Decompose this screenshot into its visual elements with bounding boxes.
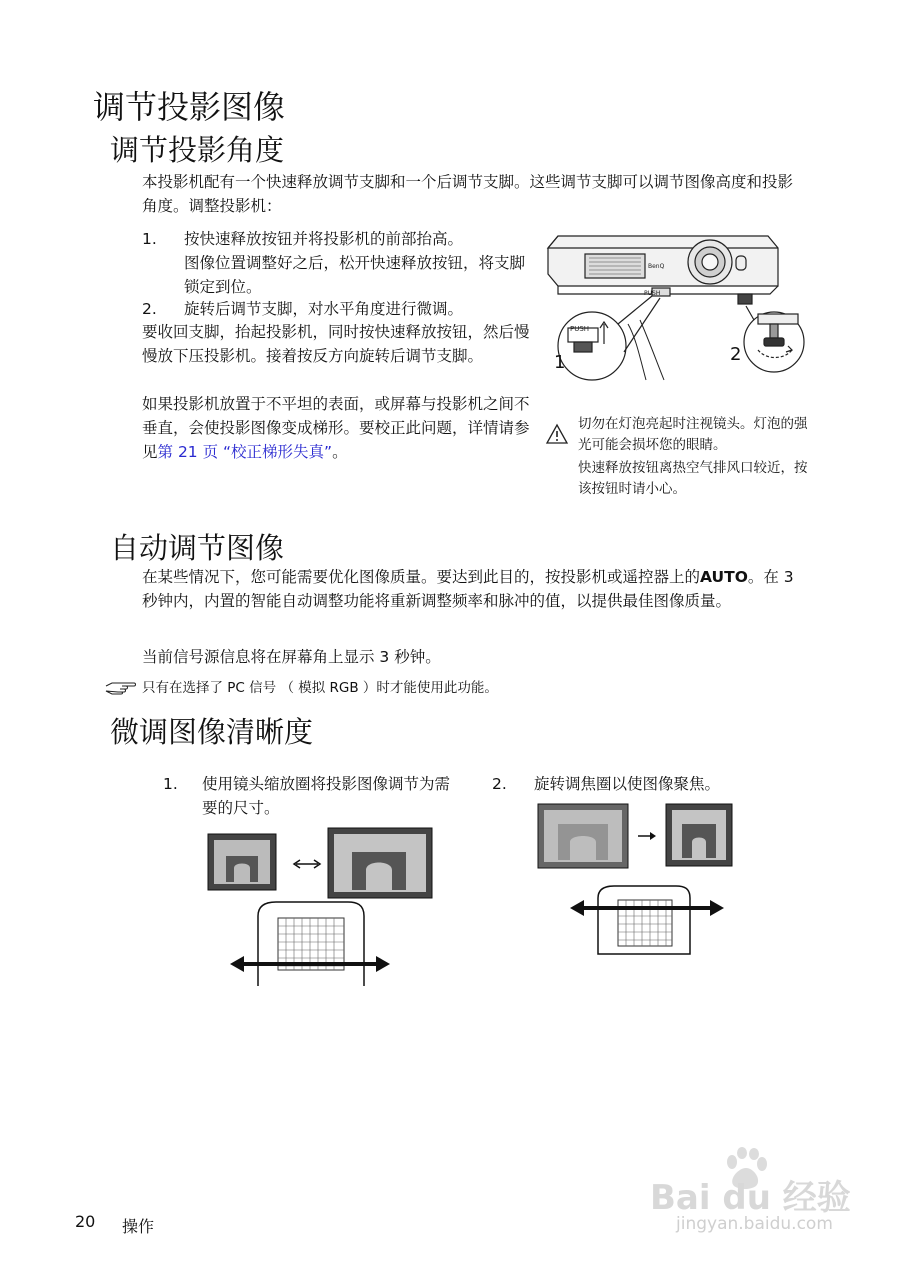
- page-number: 20: [75, 1212, 96, 1231]
- warning-text-1: 切勿在灯泡亮起时注视镜头。灯泡的强光可能会损坏您的眼睛。: [578, 416, 808, 453]
- auto-text-a: 在某些情况下，您可能需要优化图像质量。要达到此目的，按投影机或遥控器上的: [142, 568, 701, 586]
- auto-paragraph-2: 当前信号源信息将在屏幕角上显示 3 秒钟。: [142, 648, 441, 666]
- warning-text-2: 快速释放按钮离热空气排风口较近，按该按钮时请小心。: [578, 460, 808, 497]
- fine-step2-text: 旋转调焦圈以使图像聚焦。: [534, 775, 721, 793]
- warning-icon: [546, 424, 568, 444]
- keystone-link[interactable]: 第 21 页 “校正梯形失真”: [157, 443, 333, 461]
- step1-number: 1.: [142, 230, 157, 248]
- figure-label-2: 2: [730, 344, 742, 365]
- section-heading-angle: 调节投影角度: [110, 133, 285, 167]
- step2-number: 2.: [142, 300, 157, 318]
- section-heading-auto: 自动调节图像: [110, 531, 285, 565]
- step1-text: 按快速释放按钮并将投影机的前部抬高。: [184, 230, 464, 248]
- push-label-zoom: PUSH: [570, 325, 590, 333]
- fine-step1-text: 使用镜头缩放圈将投影图像调节为需要的尺寸。: [202, 775, 451, 817]
- fine-step2-number: 2.: [492, 775, 507, 793]
- auto-key: AUTO: [700, 568, 748, 586]
- auto-text-b: 。在 3 秒钟内，内置的智能自动调整功能将重新调整频率和脉冲的值，以提供最佳图像质量。: [142, 568, 794, 610]
- section-heading-fine: 微调图像清晰度: [110, 715, 314, 749]
- note-hand-icon: [104, 680, 138, 696]
- watermark-brand: Bai du 经验: [650, 1178, 851, 1218]
- watermark-url: jingyan.baidu.com: [676, 1214, 833, 1234]
- auto-paragraph-1: [142, 565, 807, 613]
- angle-intro: 本投影机配有一个快速释放调节支脚和一个后调节支脚。这些调节支脚可以调节图像高度和投影角度。调整投影机：: [142, 173, 794, 215]
- zoom-figure: [206, 826, 436, 986]
- projector-figure: [540, 228, 810, 398]
- footer-section: 操作: [122, 1217, 155, 1236]
- focus-figure: [536, 802, 736, 962]
- retract-text: 要收回支脚，抬起投影机，同时按快速释放按钮，然后慢慢放下压投影机。接着按反方向旋转后调节支脚。: [142, 323, 530, 365]
- note-text: 只有在选择了 PC 信号 （ 模拟 RGB ）时才能使用此功能。: [142, 680, 498, 696]
- page-title: 调节投影图像: [93, 88, 286, 126]
- step2-text: 旋转后调节支脚，对水平角度进行微调。: [184, 300, 464, 318]
- keystone-end: 。: [332, 443, 348, 461]
- brand-label: BenQ: [648, 263, 665, 270]
- push-label: PUSH: [644, 290, 661, 297]
- figure-label-1: 1: [554, 352, 566, 373]
- fine-step1-number: 1.: [163, 775, 178, 793]
- keystone-text: 如果投影机放置于不平坦的表面，或屏幕与投影机之间不垂直，会使投影图像变成梯形。要校正此问题，详情请参见: [142, 395, 530, 461]
- step1-detail: 图像位置调整好之后，松开快速释放按钮，将支脚锁定到位。: [184, 254, 526, 296]
- keystone-paragraph: [142, 392, 530, 464]
